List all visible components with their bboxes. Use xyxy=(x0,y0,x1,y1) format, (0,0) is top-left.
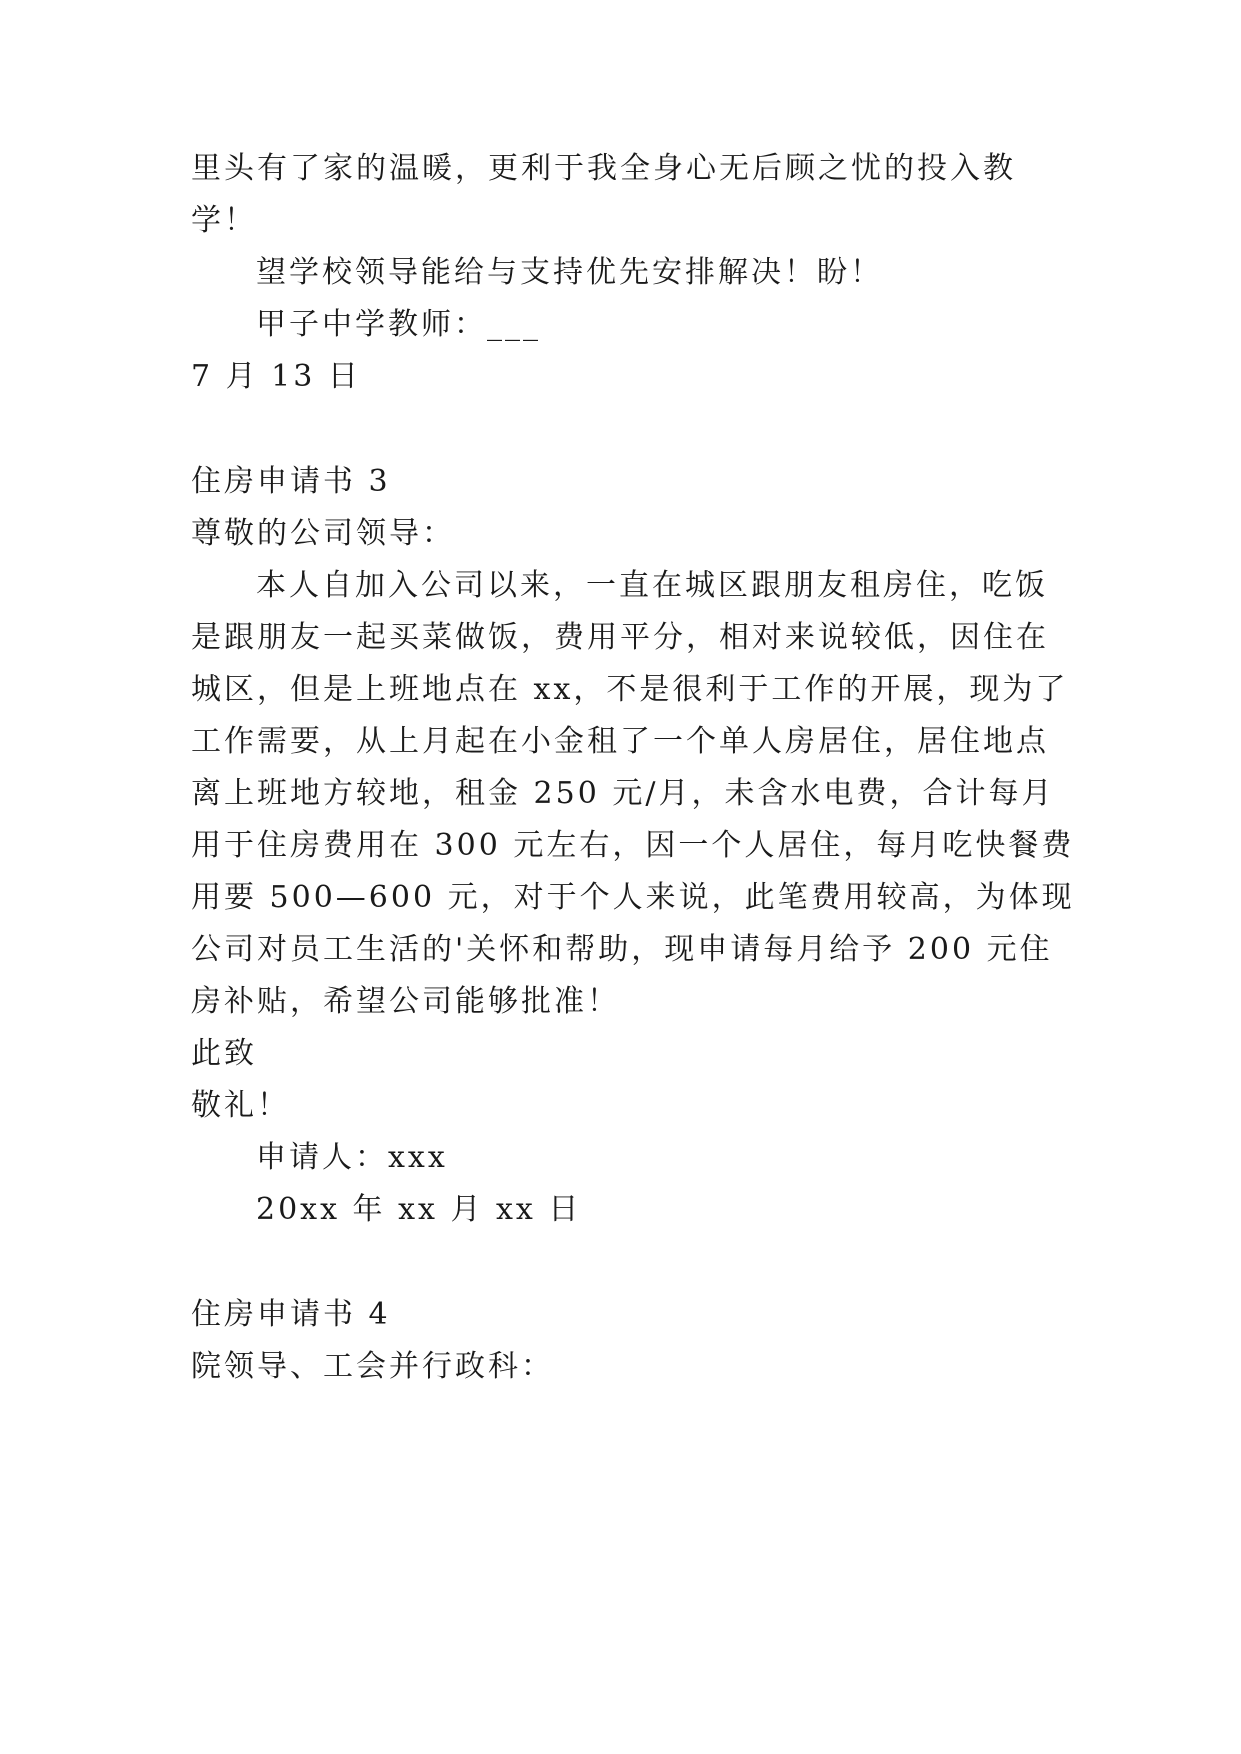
closing-line: 此致 xyxy=(191,1036,257,1071)
closing-line: 敬礼！ xyxy=(191,1088,290,1123)
request-line: 望学校领导能给与支持优先安排解决！盼！ xyxy=(256,255,883,290)
paragraph-line: 学！ xyxy=(191,203,257,238)
signature-line: 甲子中学教师：___ xyxy=(256,307,541,342)
section-heading: 住房申请书 4 xyxy=(191,1297,391,1332)
body-line: 公司对员工生活的'关怀和帮助，现申请每月给予 200 元住 xyxy=(191,932,1053,967)
salutation: 尊敬的公司领导： xyxy=(191,516,455,551)
date-line: 20xx 年 xx 月 xx 日 xyxy=(256,1192,582,1227)
paragraph-line: 里头有了家的温暖，更利于我全身心无后顾之忧的投入教 xyxy=(191,151,1016,186)
body-line: 城区，但是上班地点在 xx，不是很利于工作的开展，现为了 xyxy=(191,672,1069,707)
salutation: 院领导、工会并行政科： xyxy=(191,1349,554,1384)
body-line: 是跟朋友一起买菜做饭，费用平分，相对来说较低，因住在 xyxy=(191,620,1049,655)
section-heading: 住房申请书 3 xyxy=(191,464,391,499)
body-line: 用于住房费用在 300 元左右，因一个人居住，每月吃快餐费 xyxy=(191,828,1075,863)
body-line: 本人自加入公司以来，一直在城区跟朋友租房住，吃饭 xyxy=(256,568,1048,603)
body-line: 用要 500—600 元，对于个人来说，此笔费用较高，为体现 xyxy=(191,880,1075,915)
date-line: 7 月 13 日 xyxy=(191,359,361,394)
body-line: 工作需要，从上月起在小金租了一个单人房居住，居住地点 xyxy=(191,724,1049,759)
body-line: 房补贴，希望公司能够批准！ xyxy=(191,984,620,1019)
body-line: 离上班地方较地，租金 250 元/月，未含水电费，合计每月 xyxy=(191,776,1055,811)
applicant-line: 申请人：xxx xyxy=(256,1140,448,1175)
